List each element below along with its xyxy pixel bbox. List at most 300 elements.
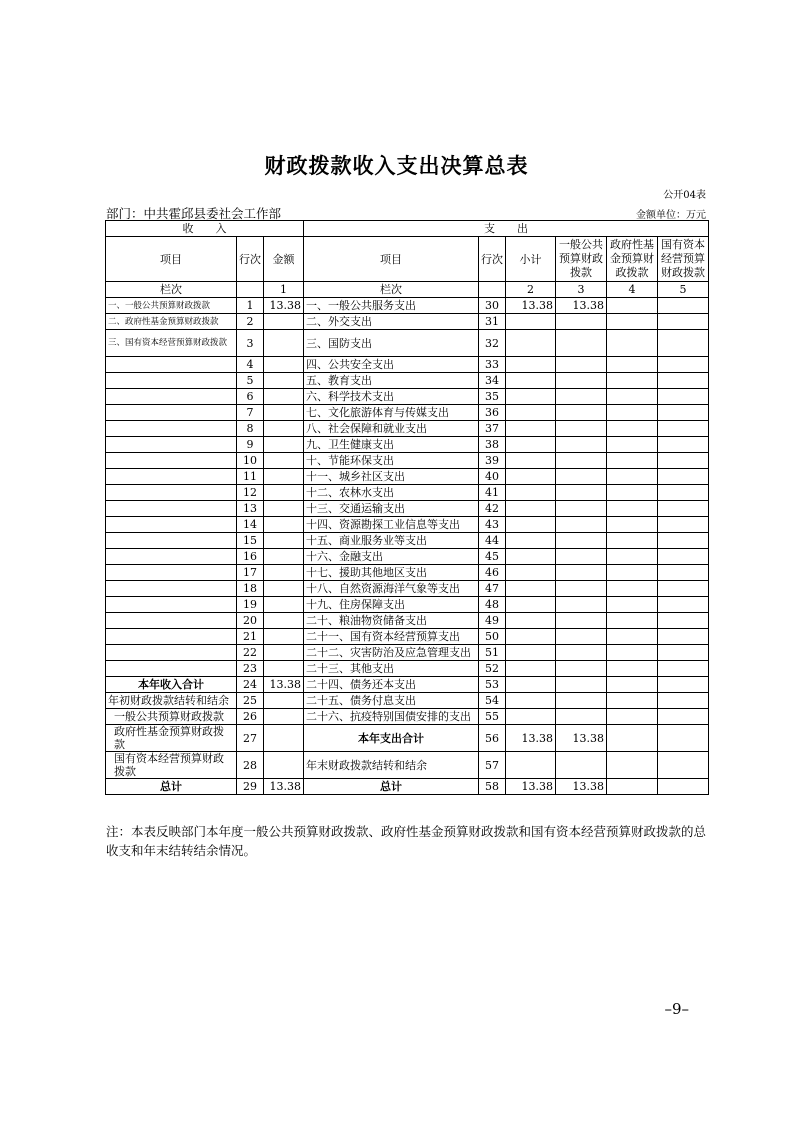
cell-ex-item: 七、文化旅游体育与传媒支出 (304, 405, 479, 421)
cell-in-line: 22 (237, 645, 264, 661)
cell-ex-item: 十二、农林水支出 (304, 485, 479, 501)
cell-in-item (106, 437, 237, 453)
cell-sub: 13.38 (506, 298, 556, 314)
cell-gen (556, 501, 607, 517)
cell-fund (607, 501, 658, 517)
cell-in-item: 政府性基金预算财政拨款 (106, 725, 237, 752)
cell-in-amt (264, 421, 304, 437)
table-row (106, 501, 709, 517)
cell-state (658, 565, 709, 581)
cell-in-amt (264, 752, 304, 779)
cell-state (658, 357, 709, 373)
cell-fund (607, 330, 658, 357)
col-blank (479, 282, 506, 298)
cell-ex-line: 37 (479, 421, 506, 437)
income-amount-header: 金额 (264, 237, 304, 282)
col-num-2: 2 (506, 282, 556, 298)
cell-state (658, 629, 709, 645)
cell-sub: 13.38 (506, 779, 556, 795)
cell-gen (556, 709, 607, 725)
cell-sub (506, 752, 556, 779)
col-blank (237, 282, 264, 298)
table-row (106, 661, 709, 677)
cell-in-amt (264, 314, 304, 330)
subtotal-header: 小计 (506, 237, 556, 282)
cell-sub (506, 330, 556, 357)
col-num-4: 4 (607, 282, 658, 298)
cell-in-amt (264, 437, 304, 453)
cell-ex-line: 53 (479, 677, 506, 693)
cell-ex-item: 四、公共安全支出 (304, 357, 479, 373)
cell-ex-item: 八、社会保障和就业支出 (304, 421, 479, 437)
col-num-5: 5 (658, 282, 709, 298)
cell-gen (556, 517, 607, 533)
unit-label: 金额单位：万元 (636, 210, 706, 221)
cell-gen (556, 469, 607, 485)
cell-gen: 13.38 (556, 725, 607, 752)
cell-sub (506, 485, 556, 501)
cell-ex-item: 二、外交支出 (304, 314, 479, 330)
cell-gen (556, 549, 607, 565)
table-row (106, 469, 709, 485)
cell-state (658, 549, 709, 565)
cell-in-item: 本年收入合计 (106, 677, 237, 693)
cell-fund (607, 373, 658, 389)
cell-in-item: 总计 (106, 779, 237, 795)
cell-gen (556, 693, 607, 709)
cell-state (658, 330, 709, 357)
cell-in-line: 3 (237, 330, 264, 357)
cell-ex-line: 36 (479, 405, 506, 421)
cell-fund (607, 405, 658, 421)
table-row (106, 613, 709, 629)
cell-fund (607, 469, 658, 485)
cell-in-line: 19 (237, 597, 264, 613)
cell-gen (556, 421, 607, 437)
table-row (106, 693, 709, 709)
cell-ex-item: 十一、城乡社区支出 (304, 469, 479, 485)
cell-state (658, 421, 709, 437)
table-row (106, 779, 709, 795)
expense-line-header: 行次 (479, 237, 506, 282)
cell-in-item (106, 373, 237, 389)
page-number: –9– (664, 1000, 689, 1018)
cell-in-item (106, 421, 237, 437)
cell-fund (607, 597, 658, 613)
cell-sub (506, 453, 556, 469)
cell-state (658, 693, 709, 709)
cell-in-line: 10 (237, 453, 264, 469)
cell-in-amt (264, 373, 304, 389)
cell-fund (607, 661, 658, 677)
cell-sub (506, 565, 556, 581)
cell-fund (607, 565, 658, 581)
cell-in-line: 13 (237, 501, 264, 517)
income-item-header: 项目 (106, 237, 237, 282)
cell-ex-item: 二十、粮油物资储备支出 (304, 613, 479, 629)
cell-sub (506, 629, 556, 645)
table-row (106, 677, 709, 693)
cell-ex-item: 十八、自然资源海洋气象等支出 (304, 581, 479, 597)
cell-in-line: 8 (237, 421, 264, 437)
cell-ex-item: 十三、交通运输支出 (304, 501, 479, 517)
cell-ex-item: 本年支出合计 (304, 725, 479, 752)
cell-state (658, 709, 709, 725)
cell-in-amt (264, 565, 304, 581)
cell-fund (607, 437, 658, 453)
cell-in-line: 5 (237, 373, 264, 389)
cell-fund (607, 389, 658, 405)
cell-ex-item: 九、卫生健康支出 (304, 437, 479, 453)
table-row (106, 752, 709, 779)
cell-gen (556, 533, 607, 549)
cell-gen (556, 453, 607, 469)
table-row (106, 485, 709, 501)
cell-state (658, 533, 709, 549)
cell-ex-line: 56 (479, 725, 506, 752)
cell-state (658, 485, 709, 501)
cell-in-amt (264, 581, 304, 597)
cell-in-amt (264, 453, 304, 469)
cell-state (658, 613, 709, 629)
cell-gen (556, 405, 607, 421)
cell-sub (506, 677, 556, 693)
cell-in-line: 28 (237, 752, 264, 779)
cell-gen (556, 613, 607, 629)
table-row (106, 437, 709, 453)
general-budget-header: 一般公共预算财政拨款 (556, 237, 607, 282)
cell-sub (506, 437, 556, 453)
department-label: 部门：中共霍邱县委社会工作部 (106, 206, 282, 221)
cell-sub (506, 581, 556, 597)
table-row (106, 645, 709, 661)
cell-fund (607, 517, 658, 533)
cell-in-amt (264, 645, 304, 661)
cell-in-line: 21 (237, 629, 264, 645)
cell-ex-line: 49 (479, 613, 506, 629)
cell-sub (506, 661, 556, 677)
cell-state (658, 501, 709, 517)
cell-ex-line: 43 (479, 517, 506, 533)
cell-gen (556, 314, 607, 330)
cell-gen (556, 357, 607, 373)
cell-in-line: 11 (237, 469, 264, 485)
cell-ex-line: 54 (479, 693, 506, 709)
cell-ex-item: 十七、援助其他地区支出 (304, 565, 479, 581)
cell-ex-line: 34 (479, 373, 506, 389)
cell-ex-line: 30 (479, 298, 506, 314)
cell-in-line: 14 (237, 517, 264, 533)
cell-gen (556, 597, 607, 613)
cell-in-item: 三、国有资本经营预算财政拨款 (106, 330, 237, 357)
table-row (106, 453, 709, 469)
table-row (106, 357, 709, 373)
cell-gen (556, 629, 607, 645)
cell-ex-line: 39 (479, 453, 506, 469)
cell-in-amt (264, 389, 304, 405)
table-note: 注：本表反映部门本年度一般公共预算财政拨款、政府性基金预算财政拨款和国有资本经营预算财政拨款的总收支和年末结转结余情况。 (106, 824, 707, 858)
cell-fund (607, 693, 658, 709)
cell-in-item (106, 469, 237, 485)
cell-sub (506, 501, 556, 517)
cell-in-amt: 13.38 (264, 779, 304, 795)
income-line-header: 行次 (237, 237, 264, 282)
cell-in-item (106, 581, 237, 597)
cell-in-item (106, 533, 237, 549)
cell-in-item (106, 389, 237, 405)
cell-ex-item: 十四、资源勘探工业信息等支出 (304, 517, 479, 533)
cell-in-amt (264, 597, 304, 613)
cell-fund (607, 421, 658, 437)
cell-in-amt (264, 501, 304, 517)
cell-fund (607, 752, 658, 779)
budget-table (105, 220, 709, 795)
cell-in-item (106, 597, 237, 613)
cell-state (658, 405, 709, 421)
table-row (106, 373, 709, 389)
cell-gen (556, 661, 607, 677)
cell-fund (607, 453, 658, 469)
table-row (106, 581, 709, 597)
cell-in-amt (264, 613, 304, 629)
cell-in-item (106, 517, 237, 533)
cell-fund (607, 581, 658, 597)
cell-in-line: 9 (237, 437, 264, 453)
cell-ex-line: 48 (479, 597, 506, 613)
cell-ex-line: 47 (479, 581, 506, 597)
cell-in-line: 16 (237, 549, 264, 565)
table-row (106, 405, 709, 421)
cell-ex-line: 58 (479, 779, 506, 795)
cell-ex-item: 二十一、国有资本经营预算支出 (304, 629, 479, 645)
cell-state (658, 453, 709, 469)
cell-in-line: 15 (237, 533, 264, 549)
cell-gen (556, 437, 607, 453)
cell-in-amt (264, 485, 304, 501)
cell-gen: 13.38 (556, 779, 607, 795)
cell-in-item (106, 485, 237, 501)
cell-sub (506, 421, 556, 437)
cell-ex-line: 50 (479, 629, 506, 645)
expense-header: 支 出 (304, 221, 709, 237)
cell-in-line: 17 (237, 565, 264, 581)
cell-ex-line: 46 (479, 565, 506, 581)
cell-sub (506, 645, 556, 661)
cell-in-item: 一、一般公共预算财政拨款 (106, 298, 237, 314)
cell-in-line: 12 (237, 485, 264, 501)
cell-in-line: 1 (237, 298, 264, 314)
cell-in-amt: 13.38 (264, 677, 304, 693)
cell-in-amt (264, 709, 304, 725)
cell-gen (556, 485, 607, 501)
table-row (106, 330, 709, 357)
cell-sub (506, 517, 556, 533)
cell-fund (607, 357, 658, 373)
cell-in-amt (264, 533, 304, 549)
col-label-income: 栏次 (106, 282, 237, 298)
cell-state (658, 517, 709, 533)
cell-state (658, 677, 709, 693)
cell-state (658, 752, 709, 779)
cell-ex-item: 十、节能环保支出 (304, 453, 479, 469)
cell-in-item (106, 613, 237, 629)
cell-in-amt (264, 693, 304, 709)
cell-gen (556, 330, 607, 357)
cell-gen (556, 752, 607, 779)
cell-ex-line: 55 (479, 709, 506, 725)
col-num-1: 1 (264, 282, 304, 298)
cell-sub (506, 533, 556, 549)
cell-in-line: 23 (237, 661, 264, 677)
cell-in-amt (264, 517, 304, 533)
cell-state (658, 779, 709, 795)
cell-fund (607, 533, 658, 549)
cell-in-line: 4 (237, 357, 264, 373)
cell-ex-line: 40 (479, 469, 506, 485)
table-row (106, 597, 709, 613)
cell-sub (506, 314, 556, 330)
fund-budget-header: 政府性基金预算财政拨款 (607, 237, 658, 282)
cell-in-amt (264, 330, 304, 357)
cell-gen (556, 389, 607, 405)
cell-sub (506, 709, 556, 725)
cell-state (658, 725, 709, 752)
cell-in-item (106, 565, 237, 581)
cell-state (658, 373, 709, 389)
cell-sub (506, 357, 556, 373)
cell-ex-item: 二十六、抗疫特别国债安排的支出 (304, 709, 479, 725)
table-row (106, 533, 709, 549)
cell-fund (607, 613, 658, 629)
cell-in-line: 2 (237, 314, 264, 330)
cell-in-amt (264, 357, 304, 373)
cell-in-line: 6 (237, 389, 264, 405)
cell-in-item (106, 549, 237, 565)
cell-fund (607, 314, 658, 330)
page-title: 财政拨款收入支出决算总表 (264, 153, 529, 178)
cell-ex-item: 一、一般公共服务支出 (304, 298, 479, 314)
cell-ex-item: 二十五、债务付息支出 (304, 693, 479, 709)
cell-fund (607, 725, 658, 752)
cell-in-line: 27 (237, 725, 264, 752)
cell-in-line: 20 (237, 613, 264, 629)
cell-fund (607, 629, 658, 645)
cell-state (658, 437, 709, 453)
cell-in-amt: 13.38 (264, 298, 304, 314)
cell-gen (556, 645, 607, 661)
cell-sub (506, 597, 556, 613)
table-row (106, 709, 709, 725)
cell-state (658, 389, 709, 405)
cell-ex-line: 32 (479, 330, 506, 357)
table-row (106, 725, 709, 752)
cell-in-item (106, 453, 237, 469)
col-num-3: 3 (556, 282, 607, 298)
cell-state (658, 597, 709, 613)
income-header: 收 入 (106, 221, 304, 237)
cell-fund (607, 677, 658, 693)
cell-state (658, 314, 709, 330)
cell-in-line: 7 (237, 405, 264, 421)
cell-ex-line: 44 (479, 533, 506, 549)
cell-ex-item: 二十二、灾害防治及应急管理支出 (304, 645, 479, 661)
cell-in-amt (264, 661, 304, 677)
expense-item-header: 项目 (304, 237, 479, 282)
cell-fund (607, 779, 658, 795)
cell-sub (506, 693, 556, 709)
cell-ex-item: 十九、住房保障支出 (304, 597, 479, 613)
cell-in-item (106, 405, 237, 421)
cell-gen (556, 581, 607, 597)
cell-ex-line: 45 (479, 549, 506, 565)
cell-in-item (106, 357, 237, 373)
cell-sub (506, 613, 556, 629)
cell-ex-line: 35 (479, 389, 506, 405)
cell-ex-item: 五、教育支出 (304, 373, 479, 389)
cell-gen (556, 373, 607, 389)
cell-ex-line: 52 (479, 661, 506, 677)
cell-gen (556, 677, 607, 693)
cell-in-line: 26 (237, 709, 264, 725)
cell-in-amt (264, 629, 304, 645)
cell-in-line: 24 (237, 677, 264, 693)
cell-gen (556, 565, 607, 581)
table-row (106, 517, 709, 533)
cell-state (658, 298, 709, 314)
cell-state (658, 645, 709, 661)
cell-in-amt (264, 549, 304, 565)
cell-gen: 13.38 (556, 298, 607, 314)
cell-ex-line: 57 (479, 752, 506, 779)
table-row (106, 421, 709, 437)
cell-ex-item: 十六、金融支出 (304, 549, 479, 565)
state-capital-header: 国有资本经营预算财政拨款 (658, 237, 709, 282)
table-row (106, 389, 709, 405)
cell-in-amt (264, 469, 304, 485)
cell-in-amt (264, 405, 304, 421)
cell-sub: 13.38 (506, 725, 556, 752)
cell-in-item (106, 501, 237, 517)
cell-state (658, 581, 709, 597)
cell-ex-line: 31 (479, 314, 506, 330)
cell-sub (506, 389, 556, 405)
cell-ex-item: 十五、商业服务业等支出 (304, 533, 479, 549)
cell-fund (607, 709, 658, 725)
cell-in-line: 25 (237, 693, 264, 709)
cell-in-item: 一般公共预算财政拨款 (106, 709, 237, 725)
cell-in-item: 二、政府性基金预算财政拨款 (106, 314, 237, 330)
cell-sub (506, 405, 556, 421)
cell-in-item (106, 645, 237, 661)
cell-ex-item: 六、科学技术支出 (304, 389, 479, 405)
cell-state (658, 661, 709, 677)
cell-ex-item: 总计 (304, 779, 479, 795)
table-row (106, 629, 709, 645)
cell-state (658, 469, 709, 485)
cell-in-item (106, 629, 237, 645)
cell-in-item: 年初财政拨款结转和结余 (106, 693, 237, 709)
cell-in-item: 国有资本经营预算财政拨款 (106, 752, 237, 779)
table-row (106, 565, 709, 581)
cell-ex-line: 42 (479, 501, 506, 517)
cell-ex-line: 38 (479, 437, 506, 453)
cell-in-line: 29 (237, 779, 264, 795)
cell-ex-item: 年末财政拨款结转和结余 (304, 752, 479, 779)
cell-fund (607, 645, 658, 661)
cell-sub (506, 373, 556, 389)
cell-sub (506, 469, 556, 485)
cell-in-line: 18 (237, 581, 264, 597)
